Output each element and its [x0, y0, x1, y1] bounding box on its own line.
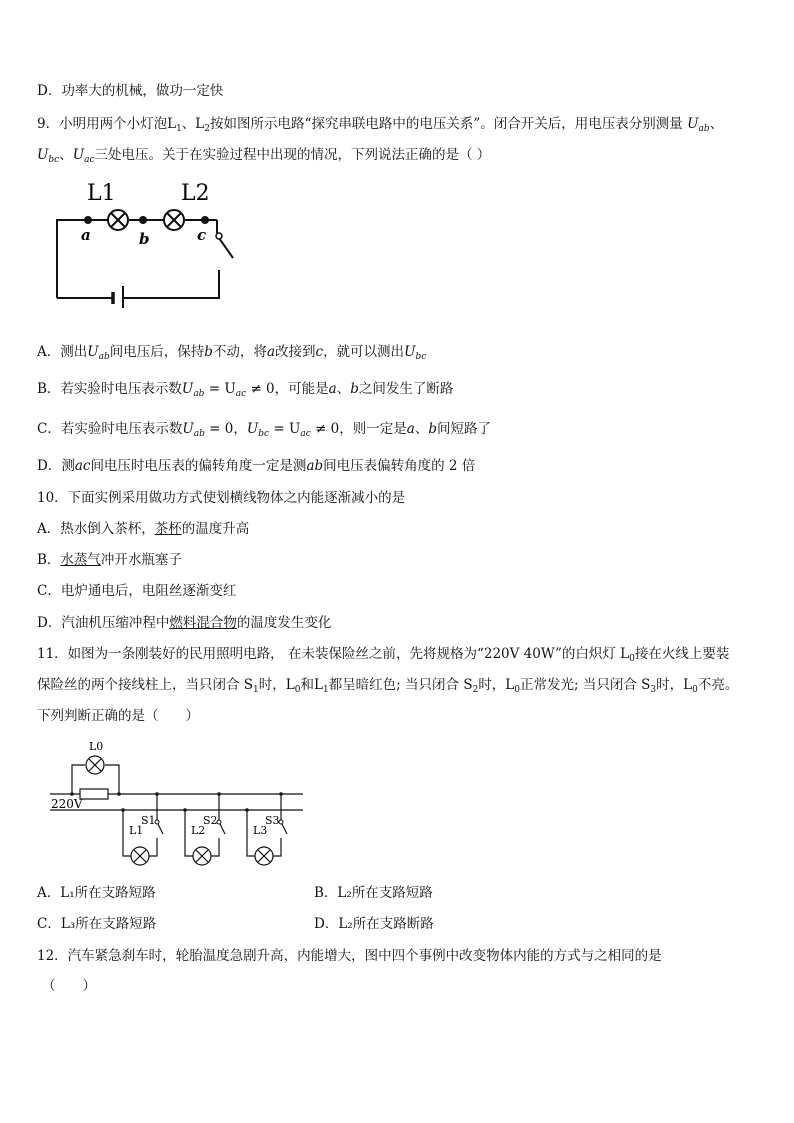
lamp-l2 — [193, 847, 211, 865]
label-l1: L1 — [129, 824, 144, 837]
series-circuit-figure — [45, 178, 245, 308]
lamp-l0 — [86, 756, 104, 774]
lamp-l3 — [255, 847, 273, 865]
household-circuit-figure — [45, 738, 310, 868]
lamp-l2 — [164, 210, 184, 230]
label-l2: L2 — [181, 181, 210, 206]
lamp-l1 — [131, 847, 149, 865]
q9-stem-line1: 9．小明用两个小灯泡$L_1$、$L_2$按如图所示电路“探究串联电路中的电压关系”。闭合开关后，用电压表分别测量 $U_{ab}$、 — [37, 116, 724, 134]
q10-option-a: A．热水倒入茶杯，茶杯的温度升高 — [37, 521, 250, 537]
q10-option-c: C．电炉通电后，电阻丝逐渐变红 — [37, 583, 237, 599]
label-c: c — [197, 226, 207, 244]
label-l3: L3 — [253, 824, 268, 837]
q11-option-a: A．L₁所在支路短路 — [37, 885, 156, 901]
label-s3: S3 — [265, 814, 280, 827]
q11-option-d: D．L₂所在支路断路 — [314, 916, 434, 932]
q11-stem-line2: 保险丝的两个接线柱上，当只闭合 $S_1$时，$L_0$和$L_1$都呈暗红色; 当只闭合 $S_2$时，$L_0$正常发光; 当只闭合 $S_3$时，$L_0$不亮。 — [37, 677, 739, 695]
label-l1: L1 — [87, 181, 116, 206]
q9-option-a: A．测出$U_{ab}$间电压后，保持b不动，将a改接到c，就可以测出$U_{bc}$ — [37, 344, 427, 362]
node-b — [139, 216, 147, 224]
q10-option-d: D．汽油机压缩冲程中燃料混合物的温度发生变化 — [37, 615, 332, 631]
label-s1: S1 — [141, 814, 156, 827]
prev-option-d: D．功率大的机械，做功一定快 — [37, 83, 224, 99]
q11-option-c: C．L₃所在支路短路 — [37, 916, 157, 932]
q11-stem-line1: 11．如图为一条刚装好的民用照明电路， 在未装保险丝之前，先将规格为“220V 40W”的白炽灯 $L_0$接在火线上要装 — [37, 646, 730, 664]
node-a — [84, 216, 92, 224]
q9-stem-line2: $U_{bc}$、$U_{ac}$三处电压。关于在实验过程中出现的情况，下列说法正确的是（ ） — [37, 147, 491, 165]
q12-stem-line2: （ ） — [42, 978, 96, 994]
q10-stem: 10．下面实例采用做功方式使划横线物体之内能逐渐减小的是 — [37, 490, 406, 506]
q11-option-b: B．L₂所在支路短路 — [314, 885, 433, 901]
q11-stem-line3: 下列判断正确的是（ ） — [37, 708, 199, 724]
q9-option-d: D．测ac间电压时电压表的偏转角度一定是测ab间电压表偏转角度的 2 倍 — [37, 458, 476, 474]
label-a: a — [81, 226, 91, 244]
q9-option-b: B．若实验时电压表示数$U_{ab} = U_{ac} \ne 0$，可能是a、b之间发生了断路 — [37, 381, 454, 399]
label-l0: L0 — [89, 740, 104, 753]
label-b: b — [139, 230, 150, 248]
node-c — [201, 216, 209, 224]
q12-stem-line1: 12．汽车紧急刹车时，轮胎温度急剧升高，内能增大，图中四个事例中改变物体内能的方式与之相同的是 — [37, 948, 662, 964]
label-220v: 220V — [51, 797, 83, 811]
lamp-l1 — [108, 210, 128, 230]
label-l2: L2 — [191, 824, 206, 837]
q9-option-c: C．若实验时电压表示数$U_{ab} = 0$，$U_{bc} = U_{ac} \ne 0$，则一定是a、b间短路了 — [37, 421, 491, 439]
q10-option-b: B．水蒸气冲开水瓶塞子 — [37, 552, 182, 568]
label-s2: S2 — [203, 814, 218, 827]
